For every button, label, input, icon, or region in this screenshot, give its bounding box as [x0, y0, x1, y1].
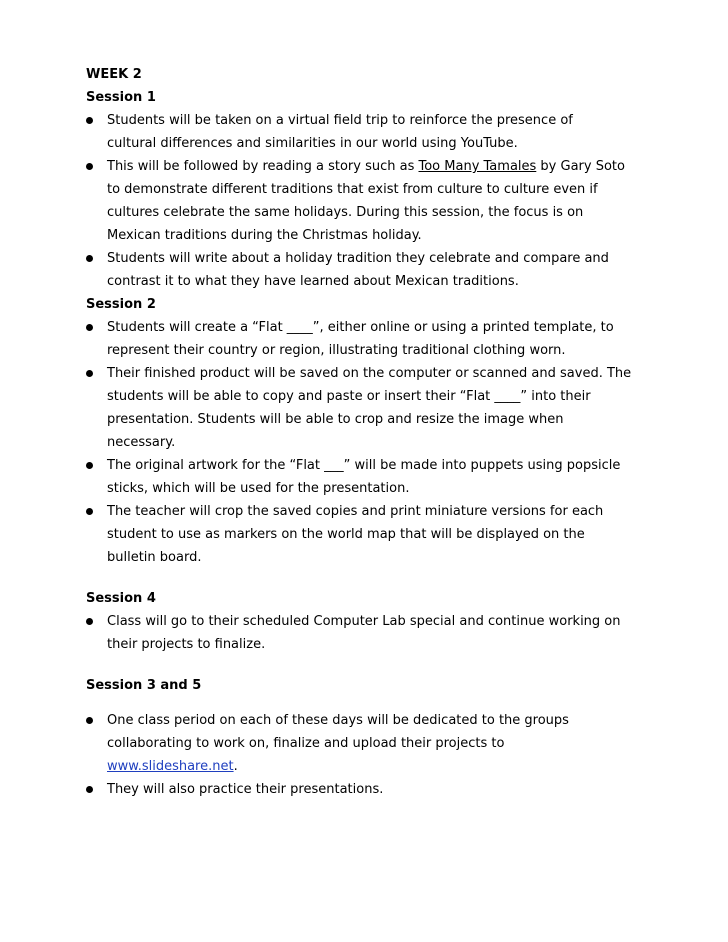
list-item — [86, 155, 686, 247]
document-page — [86, 63, 686, 801]
list-item — [86, 247, 686, 293]
text-fragment: This will be followed by reading a story such as — [107, 159, 419, 174]
text-line: cultures celebrate the same holidays. During this session, the focus is on — [107, 205, 584, 220]
book-title: Too Many Tamales — [418, 159, 537, 174]
bullet-icon — [86, 255, 93, 262]
bullet-icon — [86, 163, 93, 170]
session-2-list — [86, 316, 686, 569]
bullet-icon — [86, 618, 93, 625]
session-4-list — [86, 610, 686, 656]
session-2-heading: Session 2 — [86, 297, 156, 312]
text-line: to demonstrate different traditions that exist from culture to culture even if — [107, 182, 598, 197]
bullet-icon — [86, 717, 93, 724]
text-line: Class will go to their scheduled Computer Lab special and continue working on — [107, 614, 621, 629]
list-item — [86, 109, 686, 155]
text-line: necessary. — [107, 435, 176, 450]
bullet-icon — [86, 117, 93, 124]
bullet-icon — [86, 786, 93, 793]
list-item — [86, 316, 686, 362]
bullet-icon — [86, 370, 93, 377]
list-item — [86, 610, 686, 656]
text-line: contrast it to what they have learned about Mexican traditions. — [107, 274, 519, 289]
text-line: cultural differences and similarities in our world using YouTube. — [107, 136, 518, 151]
session-1-list — [86, 109, 686, 293]
text-line: student to use as markers on the world map that will be displayed on the — [107, 527, 585, 542]
text-line: students will be able to copy and paste or insert their “Flat ____” into their — [107, 389, 591, 404]
text-line: bulletin board. — [107, 550, 202, 565]
list-item — [86, 778, 686, 801]
session-4-heading: Session 4 — [86, 591, 156, 606]
text-line — [107, 755, 686, 778]
list-item — [86, 500, 686, 569]
text-fragment: . — [233, 759, 238, 774]
text-line: Students will write about a holiday tradition they celebrate and compare and — [107, 251, 609, 266]
text-line: They will also practice their presentations. — [107, 782, 384, 797]
text-line: Their finished product will be saved on the computer or scanned and saved. The — [107, 366, 632, 381]
text-line: sticks, which will be used for the presentation. — [107, 481, 410, 496]
session-3-and-5-heading: Session 3 and 5 — [86, 678, 202, 693]
list-item — [86, 362, 686, 454]
text-line: The original artwork for the “Flat ___” will be made into puppets using popsicle — [107, 458, 621, 473]
text-line: their projects to finalize. — [107, 637, 266, 652]
text-fragment: by Gary Soto — [536, 159, 625, 174]
text-line: Students will be taken on a virtual field trip to reinforce the presence of — [107, 113, 573, 128]
slideshare-link[interactable]: www.slideshare.net — [107, 759, 234, 774]
text-line: Mexican traditions during the Christmas holiday. — [107, 228, 422, 243]
text-line: Students will create a “Flat ____”, either online or using a printed template, to — [107, 320, 614, 335]
bullet-icon — [86, 324, 93, 331]
text-line: collaborating to work on, finalize and upload their projects to — [107, 736, 505, 751]
bullet-icon — [86, 508, 93, 515]
session-3-and-5-list — [86, 709, 686, 801]
week-title: WEEK 2 — [86, 67, 142, 82]
list-item — [86, 709, 686, 778]
list-item — [86, 454, 686, 500]
text-line: represent their country or region, illustrating traditional clothing worn. — [107, 343, 566, 358]
session-1-heading: Session 1 — [86, 90, 156, 105]
text-line: The teacher will crop the saved copies and print miniature versions for each — [107, 504, 604, 519]
text-line: presentation. Students will be able to crop and resize the image when — [107, 412, 564, 427]
text-line — [107, 155, 686, 178]
text-line: One class period on each of these days will be dedicated to the groups — [107, 713, 569, 728]
bullet-icon — [86, 462, 93, 469]
